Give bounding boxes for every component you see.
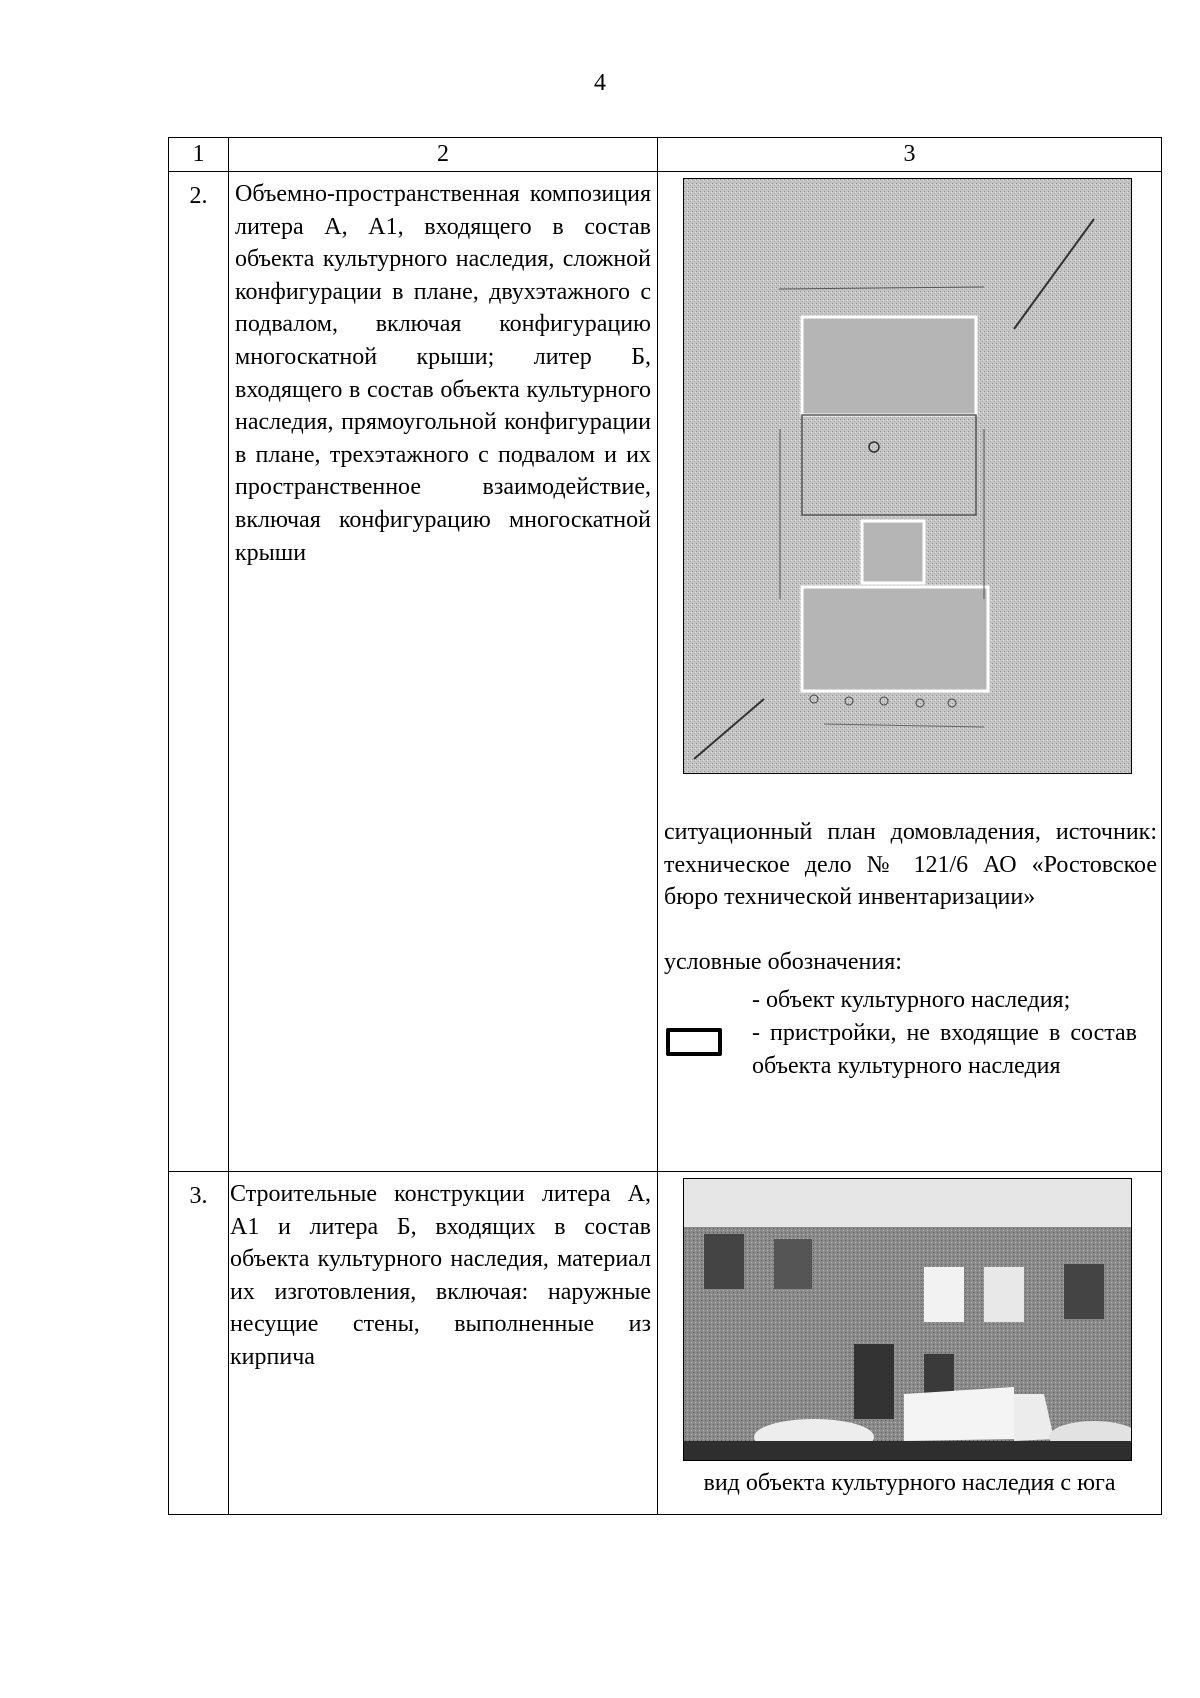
row-illustration-cell	[658, 1172, 1162, 1515]
header-col-1: 1	[169, 138, 229, 172]
row-number: 2.	[169, 172, 229, 1172]
legend-title: условные обозначения:	[664, 948, 902, 975]
row-number: 3.	[169, 1172, 229, 1515]
header-col-2: 2	[229, 138, 658, 172]
legend	[658, 984, 1161, 1134]
row-illustration-cell	[658, 172, 1162, 1172]
building-photo-drawing	[684, 1179, 1131, 1460]
site-plan-drawing	[684, 179, 1131, 773]
site-plan-caption: ситуационный план домовладения, источник: техническое дело № 121/6 АО «Ростовское бюро технической инвентаризации»	[664, 819, 1157, 911]
monument-features-table	[168, 137, 1162, 1515]
building-photo-caption: вид объекта культурного наследия с юга	[703, 1470, 1116, 1496]
legend-swatch	[666, 1028, 722, 1056]
building-photo	[683, 1178, 1132, 1461]
table-row	[169, 172, 1162, 1172]
table-header-row	[169, 138, 1162, 172]
row-description: Строительные конструкции литера А, А1 и литера Б, входящих в состав объекта культурного наследия, материал их изготовления, включая: наружные несущие стены, выполненные из кирпича	[229, 1172, 658, 1515]
table-row	[169, 1172, 1162, 1515]
header-col-3: 3	[658, 138, 1162, 172]
row-description: Объемно-пространственная композиция литера А, А1, входящего в состав объекта культурного наследия, сложной конфигурации в плане, двухэтажного с подвалом, включая конфигурацию многоскатной крыши; литер Б, входящего в состав объекта культурного наследия, прямоугольной конфигурации в плане, трехэтажного с подвалом и их пространственное взаимодействие, включая конфигурацию многоскатной крыши	[229, 172, 658, 1172]
legend-item: - пристройки, не входящие в состав объекта культурного наследия	[752, 1019, 1137, 1079]
page-number: 4	[594, 70, 606, 96]
legend-item: - объект культурного наследия;	[752, 987, 1071, 1014]
site-plan-image	[683, 178, 1132, 774]
